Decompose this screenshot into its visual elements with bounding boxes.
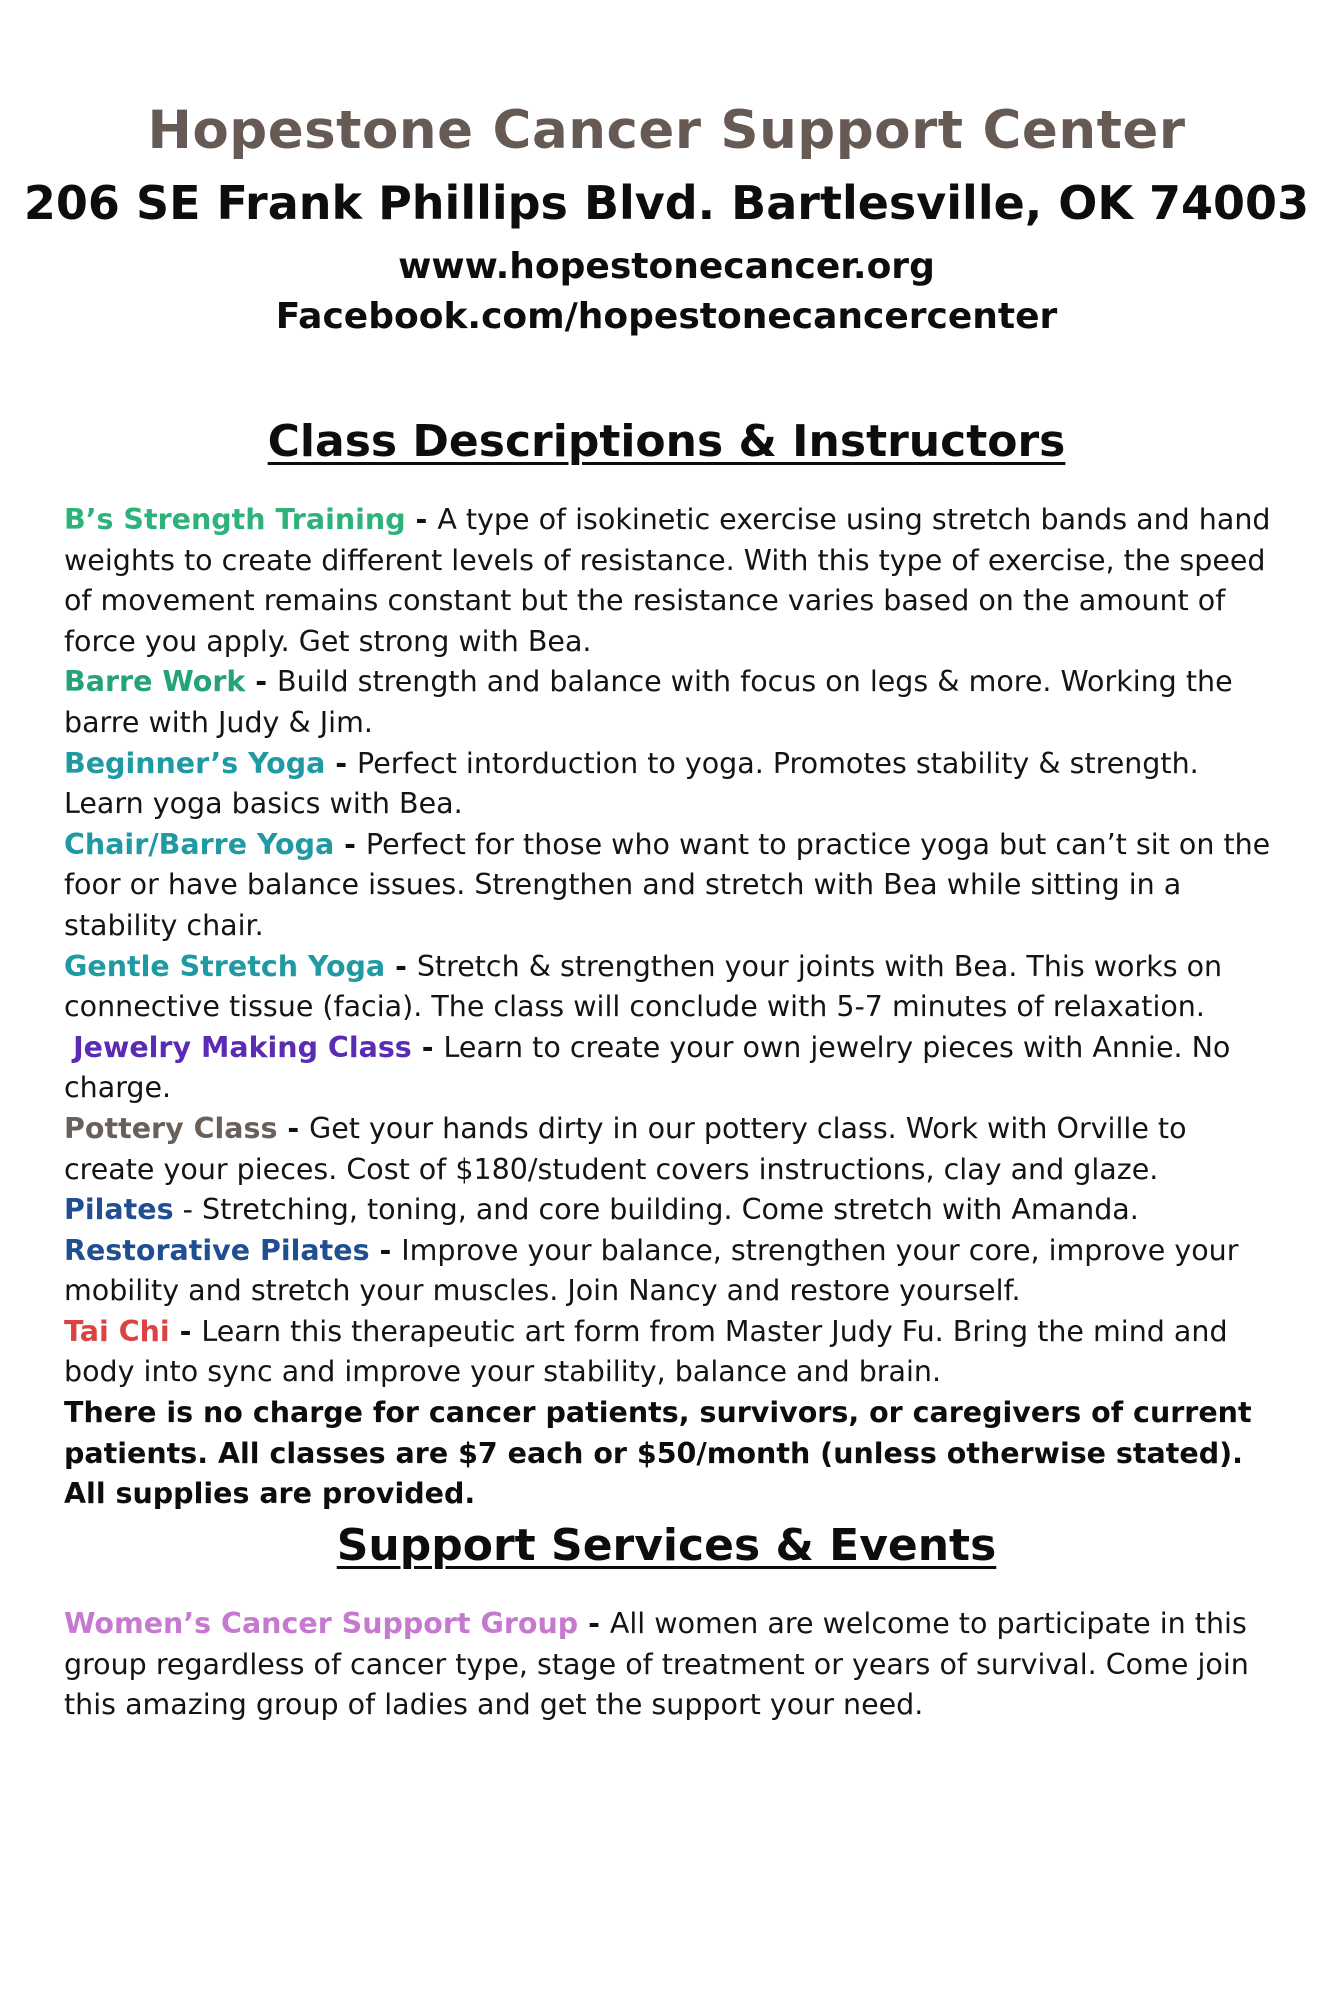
classes-list <box>64 500 1284 1515</box>
class-name: Jewelry Making Class <box>73 1030 412 1064</box>
support-entry <box>64 1604 1284 1726</box>
class-description: Stretch & strengthen your joints with Bea. This works on connective tissue (facia). The class will conclude with 5-7 minutes of relaxation. <box>64 949 1223 1024</box>
class-separator: - <box>385 949 417 983</box>
class-entry <box>64 1190 1284 1231</box>
class-description: Learn to create your own jewelry pieces with Annie. No charge. <box>64 1030 1231 1105</box>
class-name: Gentle Stretch Yoga <box>64 949 386 983</box>
class-separator: - <box>369 1233 402 1267</box>
class-description: Perfect for those who want to practice yoga but can’t sit on the foor or have balance issues. Strengthen and stretch with Bea while sitting in a stability chair. <box>64 827 1271 942</box>
class-indent <box>64 1031 73 1064</box>
website-text: www.hopestonecancer.org <box>398 246 935 287</box>
class-entry <box>64 1109 1284 1190</box>
class-name: Barre Work <box>64 665 246 699</box>
class-entry <box>64 825 1284 947</box>
class-separator: - <box>411 1030 444 1064</box>
class-name: Chair/Barre Yoga <box>64 827 335 861</box>
class-name: B’s Strength Training <box>64 503 406 536</box>
classes-heading: Class Descriptions & Instructors <box>267 416 1066 467</box>
class-entry <box>64 744 1284 825</box>
class-name: Restorative Pilates <box>64 1233 370 1267</box>
org-name: Hopestone Cancer Support Center <box>147 100 1186 161</box>
class-separator: - <box>173 1193 202 1227</box>
class-separator: - <box>277 1111 310 1145</box>
class-description: A type of isokinetic exercise using stretch bands and hand weights to create different levels of resistance. With this type of exercise, the speed of movement remains constant but the resistance varies based on the amount of force you apply. Get strong with Bea. <box>64 503 1271 658</box>
class-separator: - <box>405 503 438 536</box>
class-separator: - <box>325 746 358 780</box>
class-entry <box>64 500 1284 662</box>
support-heading: Support Services & Events <box>336 1520 997 1571</box>
class-separator: - <box>169 1314 202 1348</box>
support-name: Women’s Cancer Support Group <box>64 1607 579 1640</box>
class-name: Pilates <box>64 1193 174 1227</box>
class-name: Beginner’s Yoga <box>64 746 326 780</box>
support-list <box>64 1604 1284 1726</box>
support-description: All women are welcome to participate in this group regardless of cancer type, stage of treatment or years of survival. Come join this amazing group of ladies and get the support your need. <box>64 1607 1249 1722</box>
class-description: Get your hands dirty in our pottery class. Work with Orville to create your pieces. Cost of $180/student covers instructions, clay and glaze. <box>64 1111 1187 1186</box>
class-description: Learn this therapeutic art form from Master Judy Fu. Bring the mind and body into sync and improve your stability, balance and brain. <box>64 1314 1228 1389</box>
class-entry <box>64 1312 1284 1393</box>
class-entry <box>64 1028 1284 1109</box>
class-entry <box>64 947 1284 1028</box>
class-name: Pottery Class <box>64 1111 278 1145</box>
class-separator: - <box>245 665 278 699</box>
address: 206 SE Frank Phillips Blvd. Bartlesville, OK 74003 <box>23 176 1310 230</box>
class-name: Tai Chi <box>64 1314 170 1348</box>
class-description: Improve your balance, strengthen your core, improve your mobility and stretch your muscles. Join Nancy and restore yourself. <box>64 1233 1239 1308</box>
pricing-note: There is no charge for cancer patients, survivors, or caregivers of current patients. All classes are $7 each or $50/month (unless otherwise stated). All supplies are provided. <box>64 1396 1252 1511</box>
support-separator: - <box>578 1607 610 1640</box>
class-entry <box>64 1231 1284 1312</box>
class-separator: - <box>334 827 366 861</box>
class-description: Stretching, toning, and core building. Come stretch with Amanda. <box>201 1193 1139 1227</box>
class-description: Perfect intorduction to yoga. Promotes stability & strength. Learn yoga basics with Bea. <box>64 746 1199 821</box>
facebook-text: Facebook.com/hopestonecancercenter <box>275 296 1058 337</box>
class-entry <box>64 662 1284 743</box>
class-description: Build strength and balance with focus on legs & more. Working the barre with Judy & Jim. <box>64 665 1233 739</box>
